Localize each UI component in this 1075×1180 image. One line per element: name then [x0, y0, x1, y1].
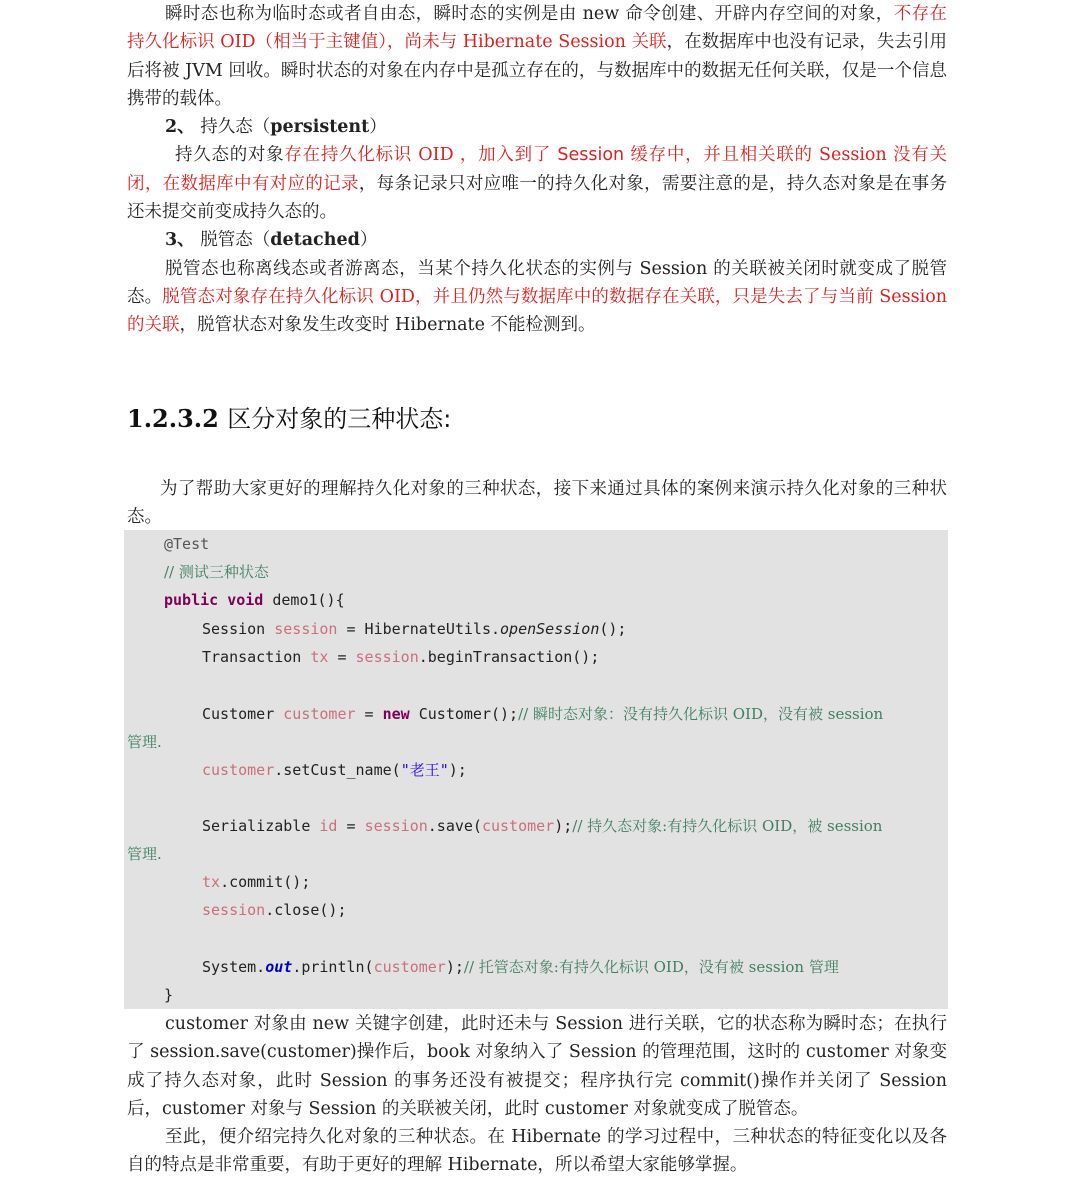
detached-paragraph: 脱管态也称离线态或者游离态，当某个持久化状态的实例与 Session 的关联被关闭时就变成了脱管态。脱管态对象存在持久化标识 OID，并且仍然与数据库中的数据存在关联，只是失去了与当前 Session 的关联，脱管状态对象发生改变时 Hibernate 不能检测到。 — [127, 258, 948, 336]
code-method-signature: public void demo1(){ — [164, 591, 345, 609]
states-description — [127, 0, 947, 340]
code-comment-wrap: 管理. — [127, 733, 162, 751]
code-line-println: System.out.println(customer);// 托管态对象:有持久化标识 OID，没有被 session 管理 — [202, 958, 839, 976]
code-block — [124, 530, 948, 1009]
code-line-customer: Customer customer = new Customer();// 瞬时态对象：没有持久化标识 OID，没有被 session — [202, 705, 884, 723]
persistent-heading: 2、 持久态（persistent） — [165, 117, 387, 138]
code-comment-wrap: 管理. — [127, 845, 162, 863]
code-annotation: @Test — [164, 535, 210, 553]
intro-paragraph: 为了帮助大家更好的理解持久化对象的三种状态，接下来通过具体的案例来演示持久化对象的三种状态。 — [127, 479, 947, 528]
explanation-paragraph: customer 对象由 new 关键字创建，此时还未与 Session 进行关联，它的状态称为瞬时态；在执行了 session.save(customer)操作后，book 对象纳入了 Session 的管理范围，这时的 customer 对象变成了持久态对象，此时 Session 的事务还没有被提交；程序执行完 commit()操作并关闭了 Session 后，customer 对象与 Session 的关联被关闭，此时 customer 对象就变成了脱管态。 — [127, 1014, 947, 1119]
code-line-setname: customer.setCust_name("老王"); — [202, 761, 467, 779]
code-line-save: Serializable id = session.save(customer);// 持久态对象:有持久化标识 OID，被 session — [202, 817, 883, 835]
transient-paragraph: 瞬时态也称为临时态或者自由态，瞬时态的实例是由 new 命令创建、开辟内存空间的对象，不存在持久化标识 OID（相当于主键值），尚未与 Hibernate Session 关联，在数据库中也没有记录，失去引用后将被 JVM 回收。瞬时状态的对象在内存中是孤立存在的，与数据库中的数据无任何关联，仅是一个信息携带的载体。 — [127, 4, 948, 109]
code-line-commit: tx.commit(); — [202, 873, 311, 891]
code-line-transaction: Transaction tx = session.beginTransaction(); — [202, 648, 600, 666]
code-line-close: session.close(); — [202, 901, 347, 919]
detached-heading: 3、 脱管态（detached） — [165, 230, 378, 251]
summary-paragraph: 至此，便介绍完持久化对象的三种状态。在 Hibernate 的学习过程中，三种状态的特征变化以及各自的特点是非常重要，有助于更好的理解 Hibernate，所以希望大家能够掌握。 — [127, 1127, 947, 1176]
persistent-paragraph: 持久态的对象存在持久化标识 OID ，加入到了 Session 缓存中，并且相关联的 Session 没有关闭，在数据库中有对应的记录，每条记录只对应唯一的持久化对象，需要注意的是，持久态对象是在事务还未提交前变成持久态的。 — [127, 145, 948, 223]
code-comment: // 测试三种状态 — [164, 563, 269, 581]
transient-highlight: 不存在持久化标识 OID（相当于主键值），尚未与 Hibernate Session 关联 — [127, 4, 948, 53]
section-heading: 1.2.3.2 区分对象的三种状态: — [127, 404, 452, 433]
explanation — [127, 1010, 947, 1180]
code-line-session: Session session = HibernateUtils.openSession(); — [202, 620, 627, 638]
persistent-highlight: 存在持久化标识 OID ，加入到了 Session 缓存中，并且相关联的 Session 没有关闭，在数据库中有对应的记录 — [127, 145, 947, 194]
detached-highlight: 脱管态对象存在持久化标识 OID，并且仍然与数据库中的数据存在关联，只是失去了与当前 Session 的关联 — [127, 286, 948, 336]
code-closing-brace: } — [164, 986, 174, 1004]
